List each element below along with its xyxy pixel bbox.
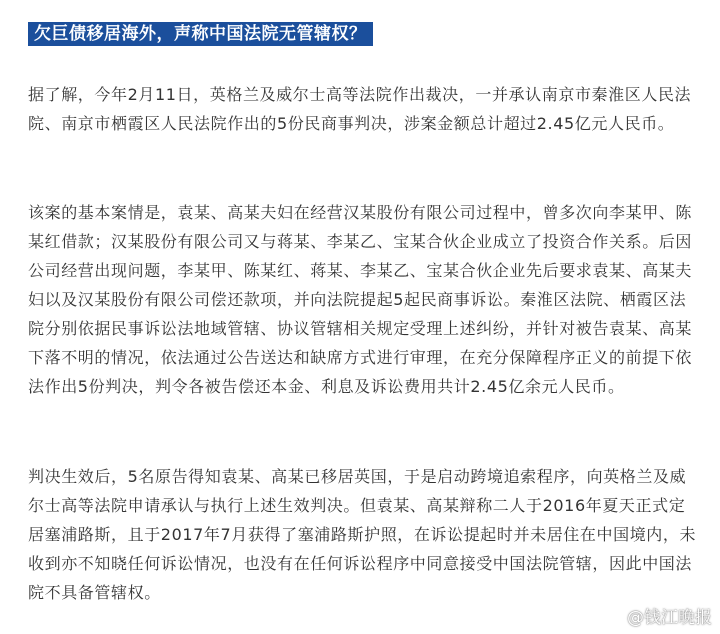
- watermark-text: @钱江晚报: [627, 608, 712, 628]
- article-paragraph-1: 据了解，今年2月11日，英格兰及威尔士高等法院作出裁决，一并承认南京市秦淮区人民法院、南京市栖霞区人民法院作出的5份民商事判决，涉案金额总计超过2.45亿元人民币。: [28, 85, 692, 133]
- weibo-icon: [595, 605, 621, 627]
- article-paragraph-2: 该案的基本案情是，袁某、高某夫妇在经营汉某股份有限公司过程中，曾多次向李某甲、陈某红借款；汉某股份有限公司又与蒋某、李某乙、宝某合伙企业成立了投资合作关系。后因公司经营出现问题，李某甲、陈某红、蒋某、李某乙、宝某合伙企业先后要求袁某、高某夫妇以及汉某股份有限公司偿还款项，并向法院提起5起民商事诉讼。秦淮区法院、栖霞区法院分别依据民事诉讼法地域管辖、协议管辖相关规定受理上述纠纷，并针对被告袁某、高某下落不明的情况，依法通过公告送达和缺席方式进行审理，在充分保障程序正义的前提下依法作出5份判决，判令各被告偿还本金、利息及诉讼费用共计2.45亿余元人民币。: [28, 203, 693, 396]
- heading-container: [28, 22, 373, 44]
- article-paragraph-3: 判决生效后，5名原告得知袁某、高某已移居英国，于是启动跨境追索程序，向英格兰及威尔士高等法院申请承认与执行上述生效判决。但袁某、高某辩称二人于2016年夏天正式定居塞浦路斯，且于2017年7月获得了塞浦路斯护照，在诉讼提起时并未居住在中国境内，未收到亦不知晓任何诉讼情况，也没有在任何诉讼程序中同意接受中国法院管辖，因此中国法院不具备管辖权。: [28, 467, 697, 602]
- watermark: [595, 603, 712, 628]
- article-heading: 欠巨债移居海外，声称中国法院无管辖权？: [28, 22, 373, 46]
